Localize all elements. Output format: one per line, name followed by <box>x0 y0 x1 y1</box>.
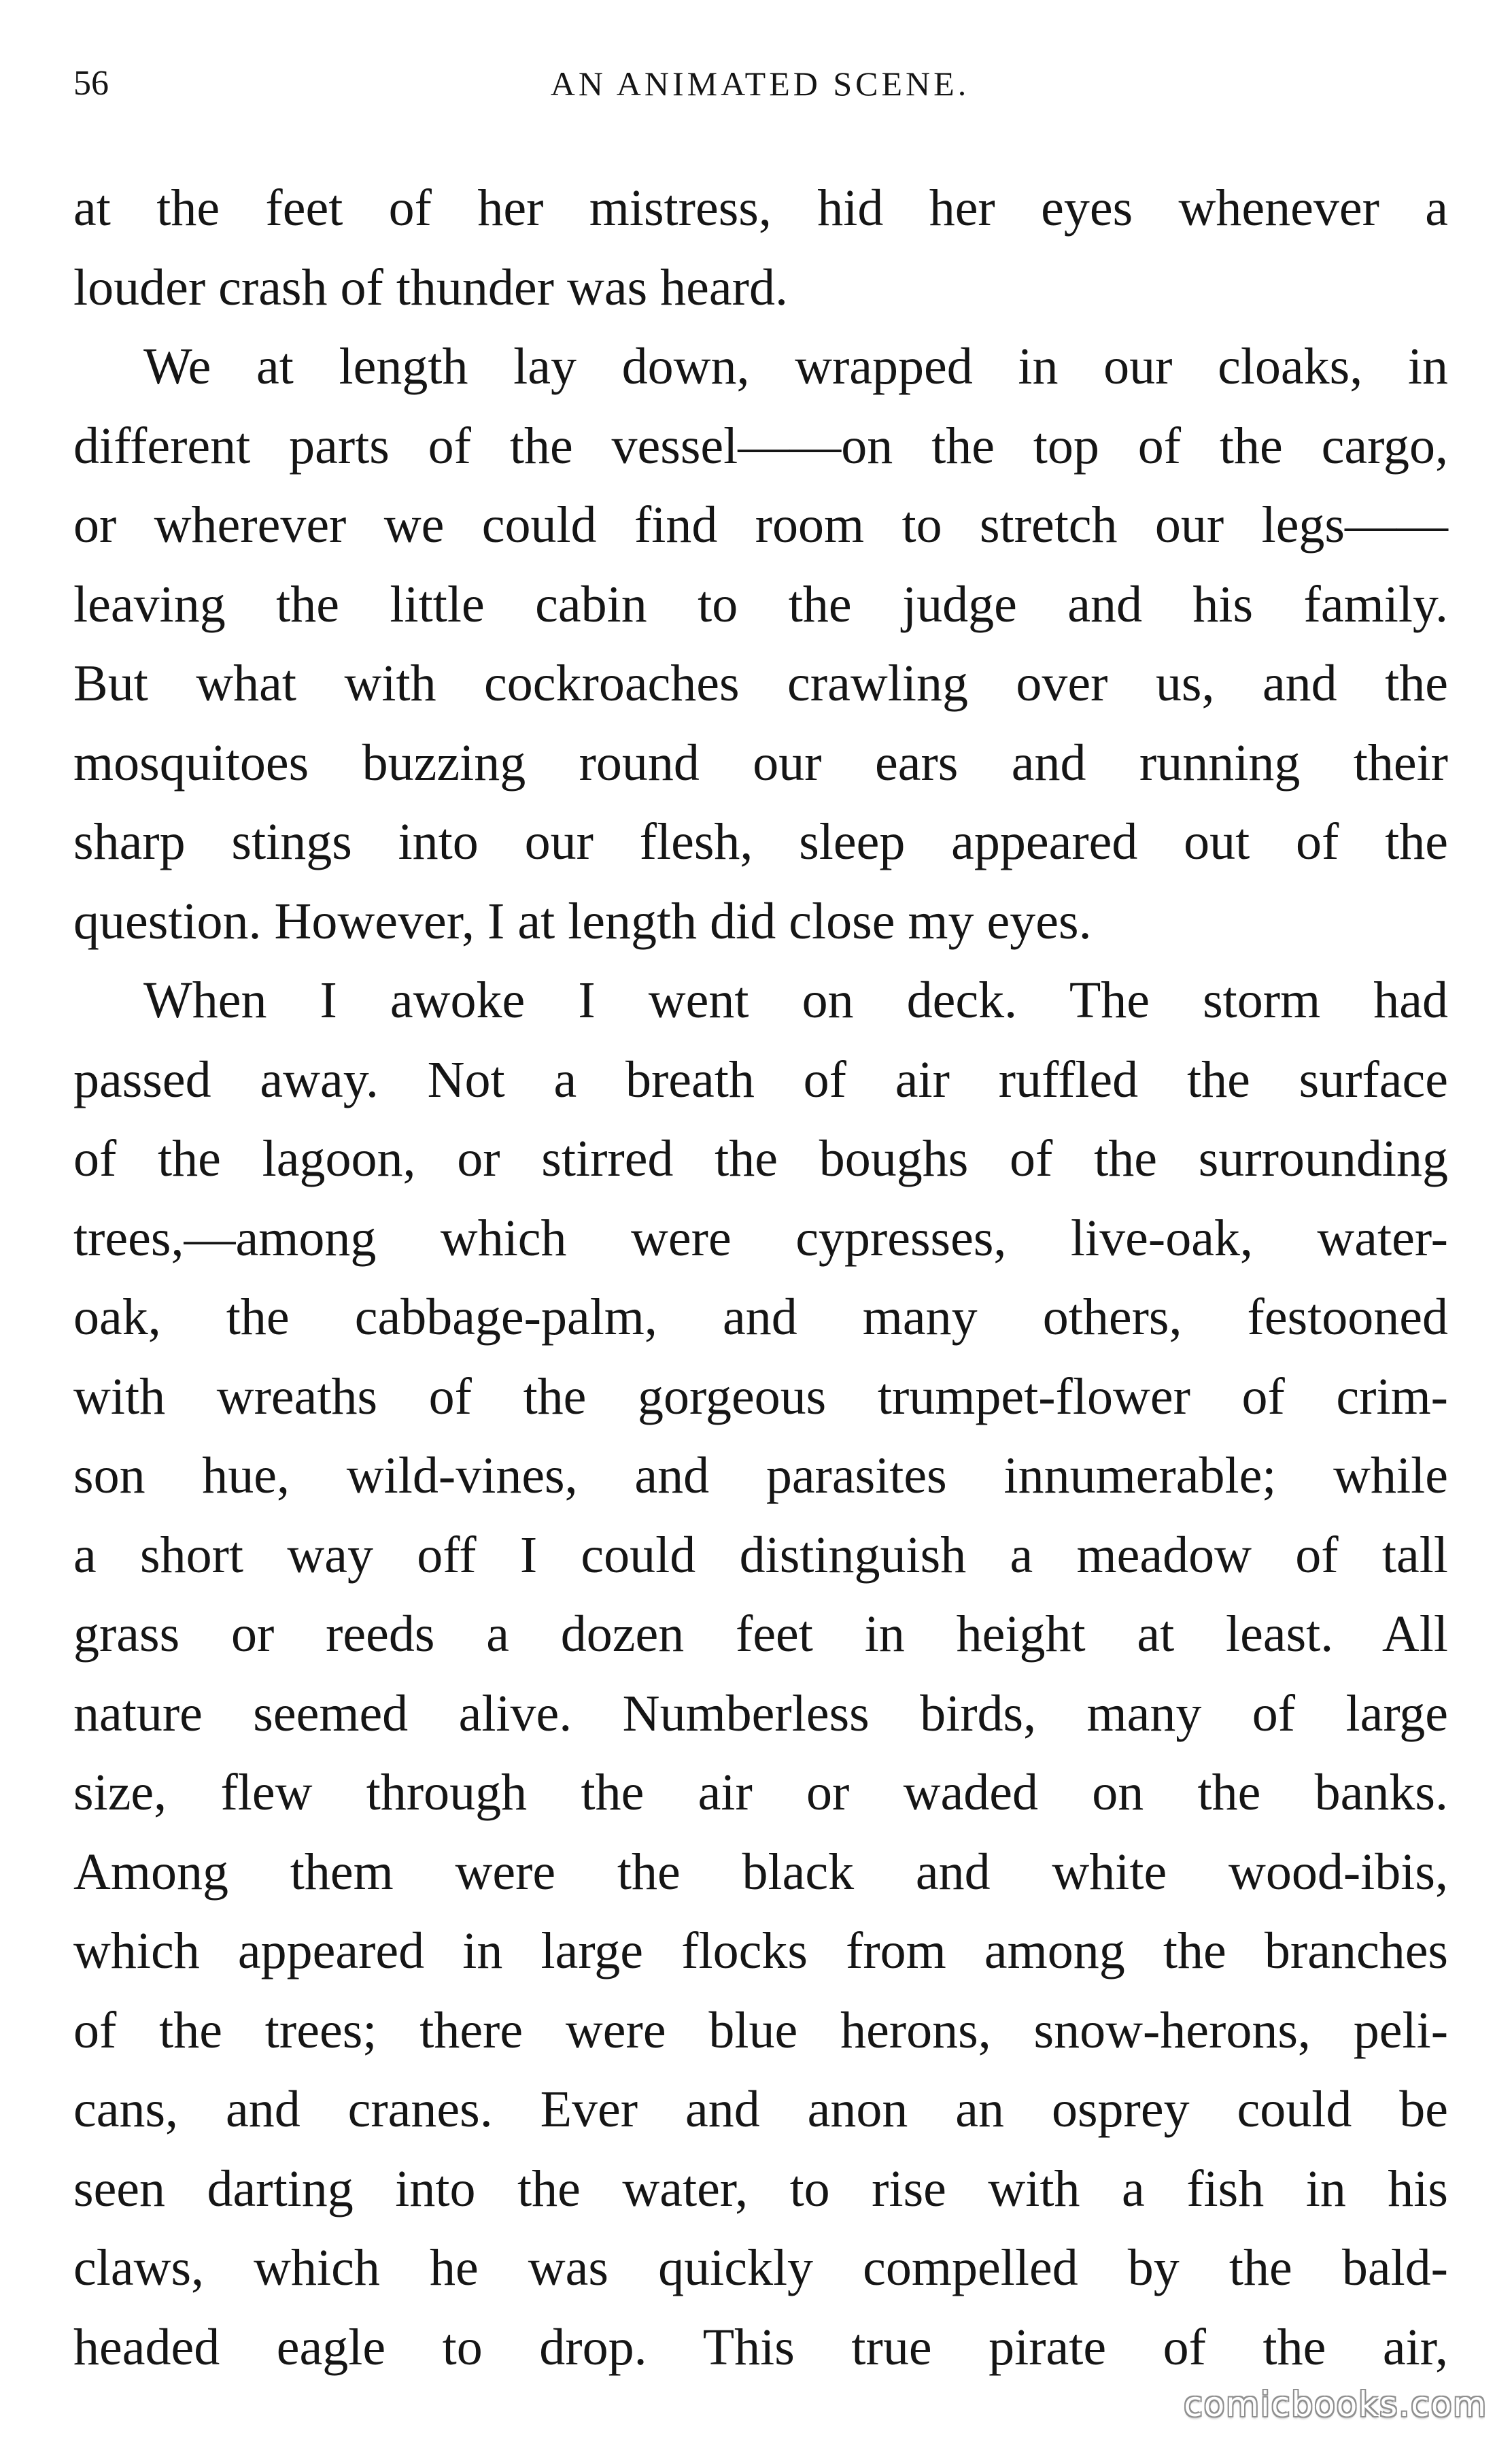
text-line: seen darting into the water, to rise with a fish in his <box>73 2160 1448 2217</box>
text-line: louder crash of thunder was heard. <box>73 258 788 316</box>
text-line: which appeared in large flocks from among the branches <box>73 1922 1448 1979</box>
text-line: size, flew through the air or waded on the banks. <box>73 1764 1448 1821</box>
text-line: claws, which he was quickly compelled by the bald- <box>73 2239 1448 2296</box>
watermark: comicbooks.com <box>1184 2385 1488 2424</box>
chapter-header-title: AN ANIMATED SCENE. <box>550 65 970 103</box>
text-line: But what with cockroaches crawling over us, and the <box>73 655 1448 712</box>
text-line: of the lagoon, or stirred the boughs of the surrounding <box>73 1130 1448 1187</box>
text-line: sharp stings into our flesh, sleep appeared out of the <box>73 813 1448 870</box>
text-line: a short way off I could distinguish a meadow of tall <box>73 1526 1448 1584</box>
text-line: or wherever we could find room to stretch our legs—— <box>73 496 1448 554</box>
text-line: grass or reeds a dozen feet in height at least. All <box>73 1605 1448 1663</box>
text-line: nature seemed alive. Numberless birds, many of large <box>73 1684 1448 1742</box>
text-line: oak, the cabbage-palm, and many others, festooned <box>73 1289 1448 1346</box>
text-line: Among them were the black and white wood-ibis, <box>73 1843 1448 1901</box>
text-line: passed away. Not a breath of air ruffled the surface <box>73 1051 1448 1108</box>
text-line: different parts of the vessel——on the top of the cargo, <box>73 417 1448 475</box>
text-line: son hue, wild-vines, and parasites innumerable; while <box>73 1447 1448 1504</box>
body-text <box>73 169 1448 2387</box>
text-line: trees,—among which were cypresses, live-oak, water- <box>73 1209 1448 1267</box>
text-line: at the feet of her mistress, hid her eyes whenever a <box>73 180 1448 237</box>
text-line: of the trees; there were blue herons, snow-herons, peli- <box>73 2001 1448 2059</box>
text-line: leaving the little cabin to the judge and his family. <box>73 575 1448 633</box>
running-head <box>73 60 1447 107</box>
text-line: We at length lay down, wrapped in our cloaks, in <box>143 338 1448 395</box>
text-line: headed eagle to drop. This true pirate of the air, <box>73 2318 1448 2376</box>
text-line: cans, and cranes. Ever and anon an osprey could be <box>73 2081 1448 2138</box>
text-line: question. However, I at length did close my eyes. <box>73 892 1092 950</box>
page-number: 56 <box>73 64 109 103</box>
text-line: When I awoke I went on deck. The storm had <box>143 972 1448 1029</box>
text-line: with wreaths of the gorgeous trumpet-flower of crim- <box>73 1367 1448 1425</box>
text-line: mosquitoes buzzing round our ears and running their <box>73 734 1448 792</box>
